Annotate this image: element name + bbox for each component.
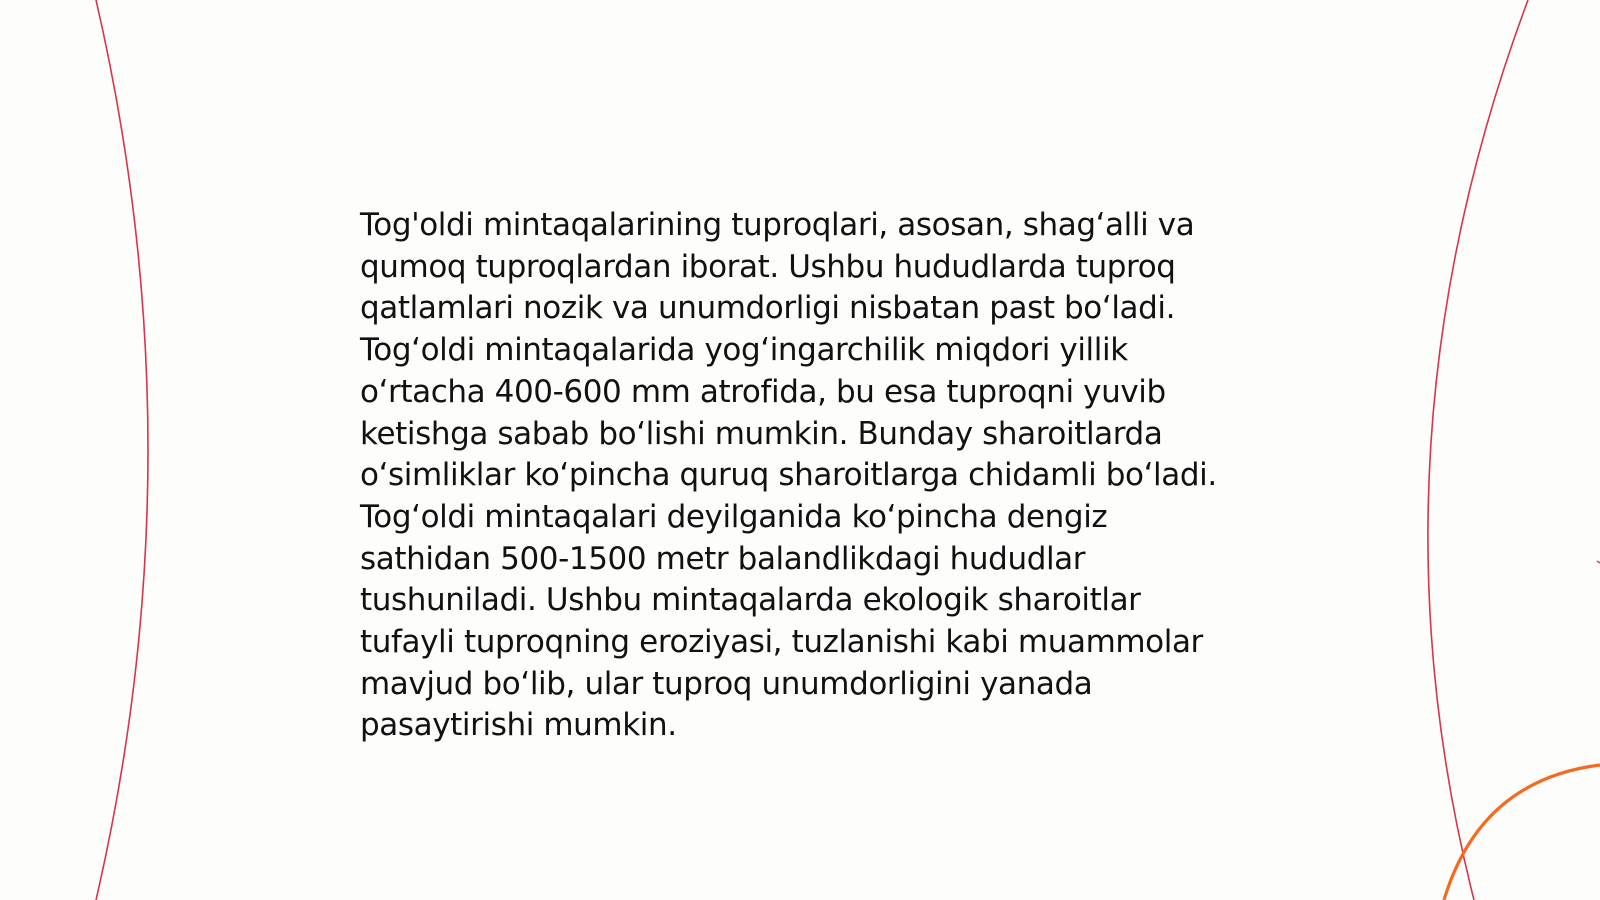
- orange-arc: [1444, 765, 1600, 900]
- body-paragraph: Tog'oldi mintaqalarining tuproqlari, asosan, shagʻalli va qumoq tuproqlardan iborat. Ushbu hududlarda tuproq qatlamlari nozik va unumdorligi nisbatan past boʻladi. Togʻoldi mintaqalarida yogʻingarchilik miqdori yillik oʻrtacha 400-600 mm atrofida, bu esa tuproqni yuvib ketishga sabab boʻlishi mumkin. Bunday sharoitlarda oʻsimliklar koʻpincha quruq sharoitlarga chidamli boʻladi. Togʻoldi mintaqalari deyilganida koʻpincha dengiz sathidan 500-1500 metr balandlikdagi hududlar tushuniladi. Ushbu mintaqalarda ekologik sharoitlar tufayli tuproqning eroziyasi, tuzlanishi kabi muammolar mavjud boʻlib, ular tuproq unumdorligini yanada pasaytirishi mumkin.: [360, 207, 1217, 744]
- left-curve-line: [96, 0, 148, 900]
- right-curve-line: [1428, 0, 1528, 900]
